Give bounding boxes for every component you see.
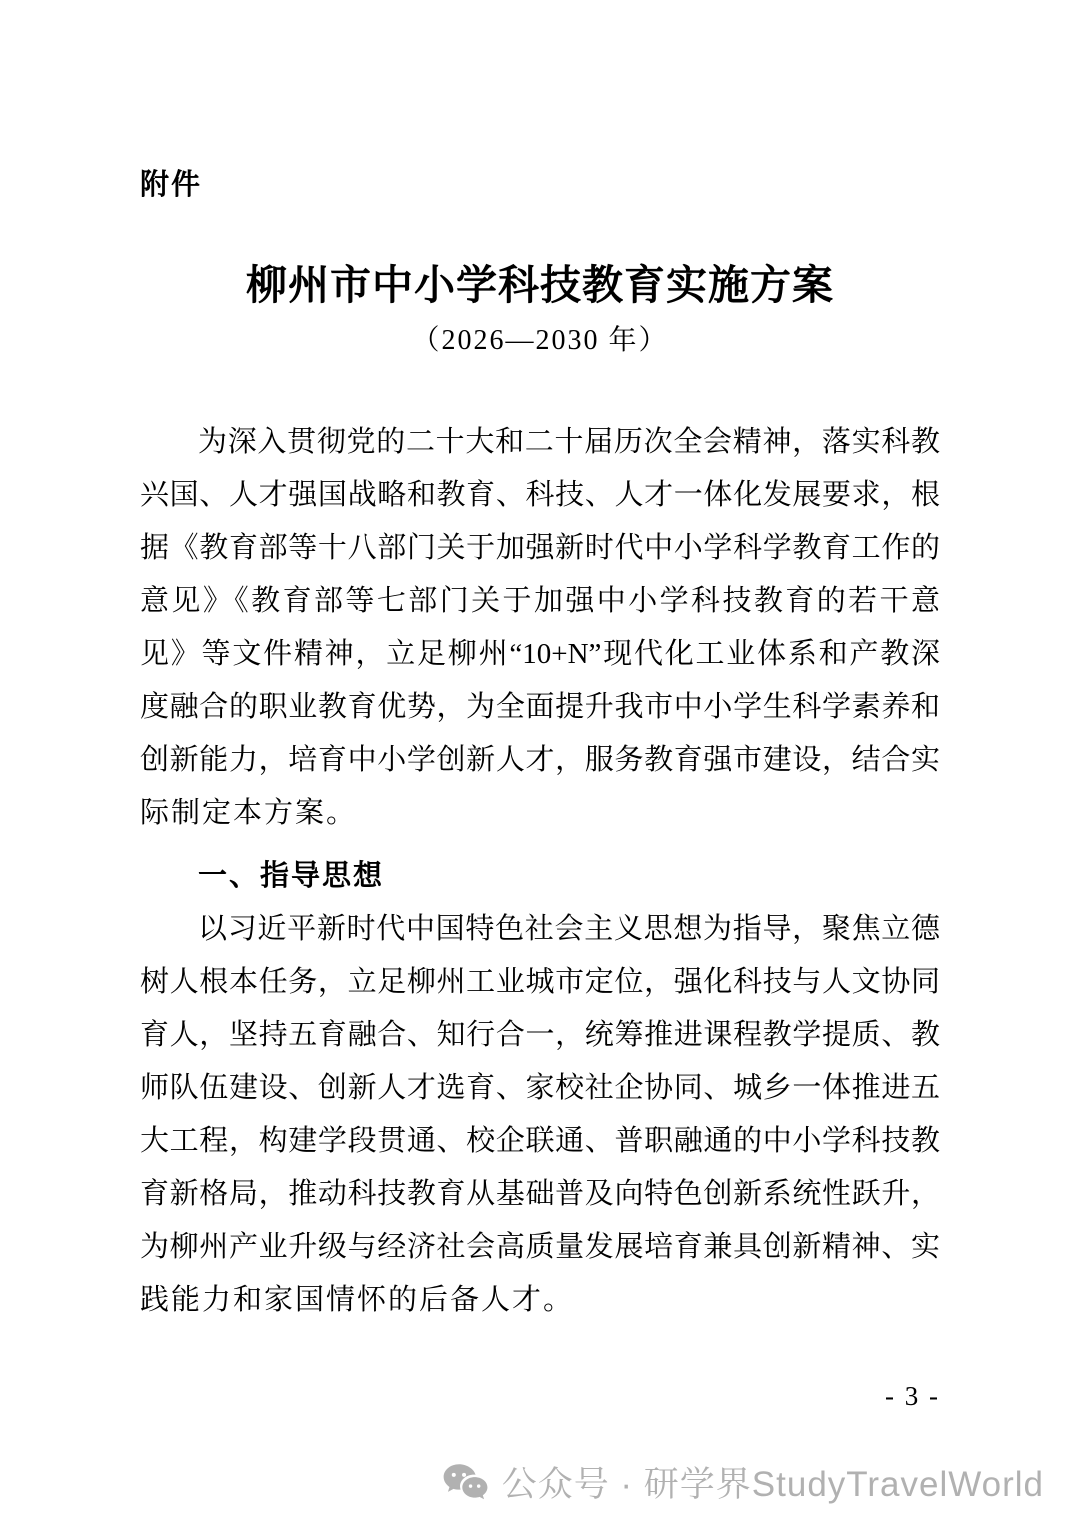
document-subtitle: （2026—2030 年） xyxy=(411,325,669,356)
body-line: 兴国、人才强国战略和教育、科技、人才一体化发展要求，根 xyxy=(140,479,940,511)
body-line: 育新格局，推动科技教育从基础普及向特色创新系统性跃升， xyxy=(140,1178,940,1210)
body-line: 见》等文件精神，立足柳州“10+N”现代化工业体系和产教深 xyxy=(140,638,940,670)
body-line: 为柳州产业升级与经济社会高质量发展培育兼具创新精神、实 xyxy=(140,1231,940,1263)
body-line: 大工程，构建学段贯通、校企联通、普职融通的中小学科技教 xyxy=(140,1125,940,1157)
body-line: 意见》《教育部等七部门关于加强中小学科技教育的若干意 xyxy=(140,585,940,617)
attachment-label: 附件 xyxy=(140,169,203,201)
body-line: 树人根本任务，立足柳州工业城市定位，强化科技与人文协同 xyxy=(140,966,940,998)
body-line: 创新能力，培育中小学创新人才，服务教育强市建设，结合实 xyxy=(140,744,940,776)
body-line: 际制定本方案。 xyxy=(140,797,358,829)
body-line: 度融合的职业教育优势，为全面提升我市中小学生科学素养和 xyxy=(140,691,940,723)
watermark-text: 公众号 · 研学界StudyTravelWorld xyxy=(501,1465,1044,1504)
body-line: 为深入贯彻党的二十大和二十届历次全会精神，落实科教 xyxy=(198,426,940,458)
body-line: 践能力和家国情怀的后备人才。 xyxy=(140,1284,575,1316)
document-title: 柳州市中小学科技教育实施方案 xyxy=(246,262,834,308)
wechat-icon xyxy=(442,1462,488,1502)
body-line: 据《教育部等十八部门关于加强新时代中小学科学教育工作的 xyxy=(140,532,940,564)
document-body xyxy=(140,416,940,1327)
page-number: - 3 - xyxy=(885,1381,940,1411)
body-line: 以习近平新时代中国特色社会主义思想为指导，聚焦立德 xyxy=(198,913,940,945)
body-line: 师队伍建设、创新人才选育、家校社企协同、城乡一体推进五 xyxy=(140,1072,940,1104)
footer-watermark xyxy=(442,1458,1044,1506)
body-line: 育人，坚持五育融合、知行合一，统筹推进课程教学提质、教 xyxy=(140,1019,940,1051)
section-heading: 一、指导思想 xyxy=(198,860,385,892)
